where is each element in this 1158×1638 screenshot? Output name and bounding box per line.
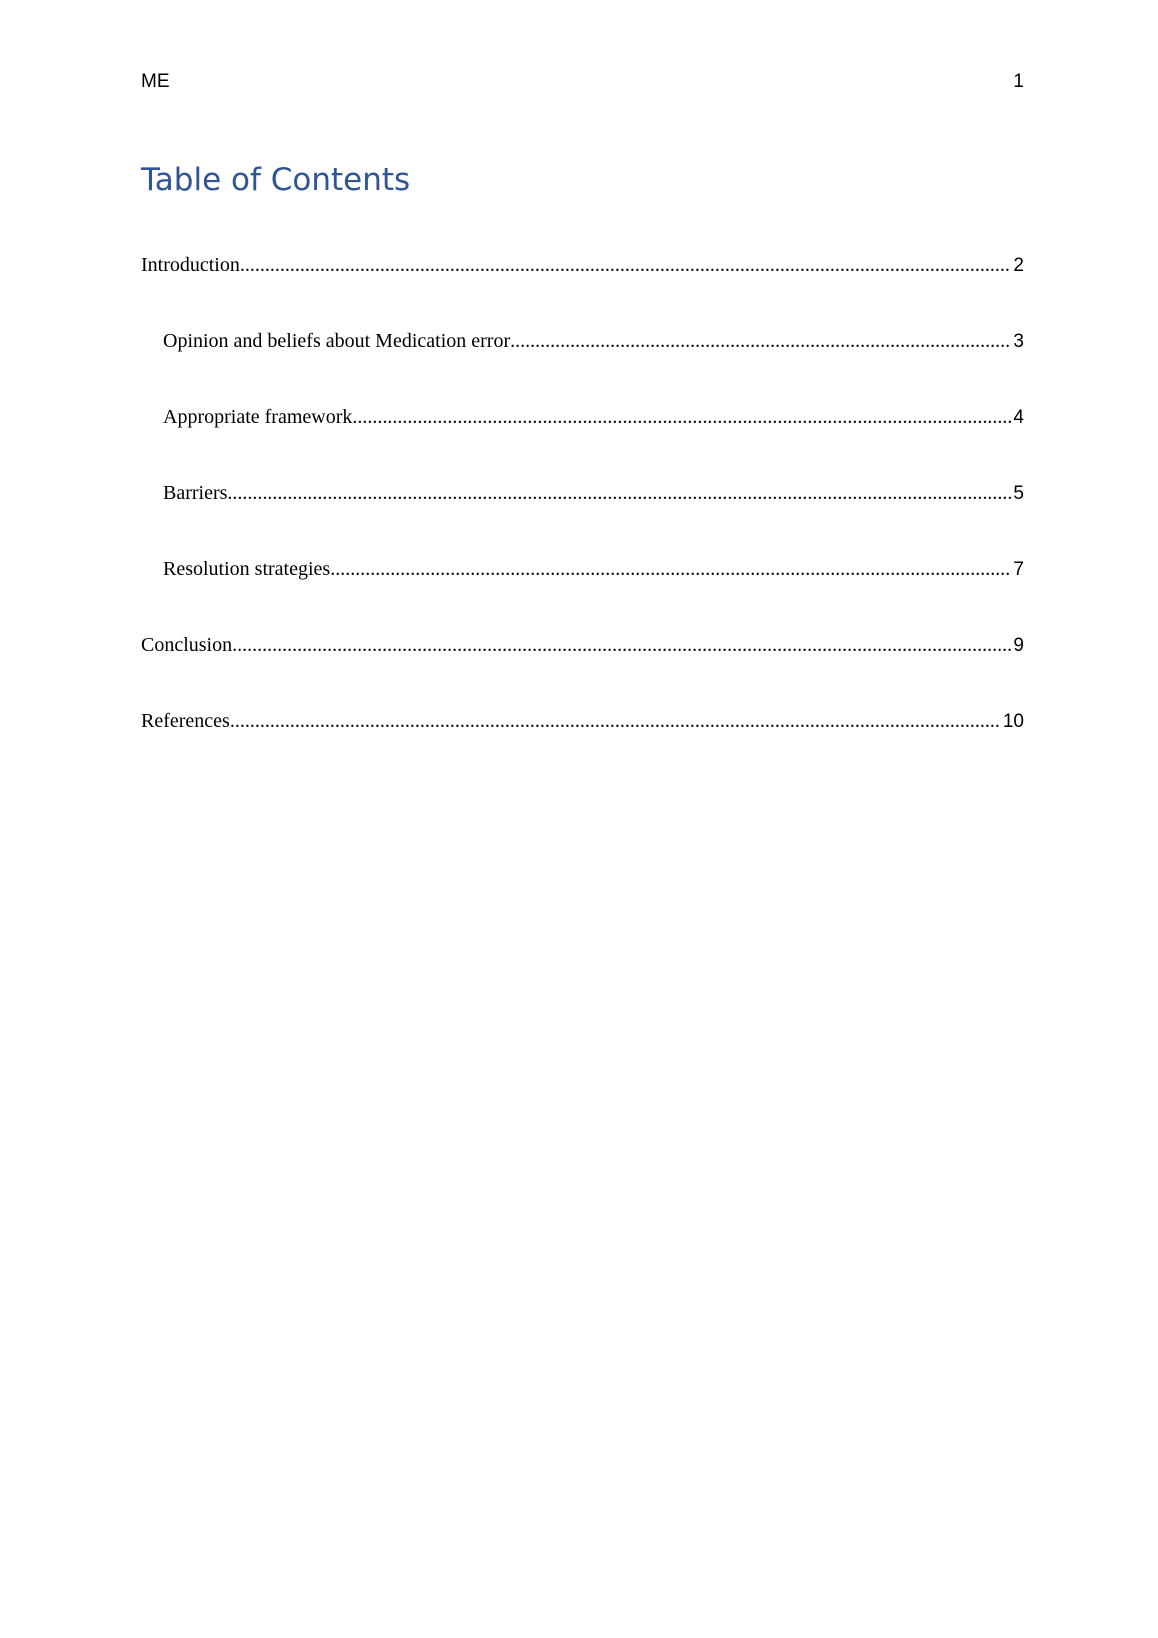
toc-entry-page: 7 [1013,559,1024,580]
toc-dot-leader [510,330,1011,353]
toc-dot-leader [230,710,1001,733]
toc-entry-label: References [141,710,230,732]
toc-dot-leader [232,634,1011,657]
toc-dot-leader [330,558,1011,581]
toc-entry-introduction[interactable] [141,254,1024,280]
toc-entry-references[interactable] [141,710,1024,736]
toc-entry-page: 10 [1002,711,1024,732]
toc-entry-label: Resolution strategies [163,558,331,580]
toc-entry-label: Opinion and beliefs about Medication error [163,330,511,352]
toc-entry-page: 3 [1013,331,1024,352]
toc-entry-label: Conclusion [141,634,233,656]
header-page-number: 1 [1013,71,1024,92]
toc-title: Table of Contents [141,162,411,198]
toc-entry-label: Barriers [163,482,228,504]
toc-entry-page: 5 [1013,483,1024,504]
toc-dot-leader [227,482,1011,505]
toc-entry-label: Introduction [141,254,240,276]
toc-dot-leader [352,406,1011,429]
toc-entry-label: Appropriate framework [163,406,353,428]
toc-entry-appropriate-framework[interactable] [141,406,1024,432]
toc-entry-resolution-strategies[interactable] [141,558,1024,584]
toc-entry-conclusion[interactable] [141,634,1024,660]
toc-list [141,254,1024,786]
toc-entry-barriers[interactable] [141,482,1024,508]
toc-entry-page: 4 [1013,407,1024,428]
toc-entry-page: 2 [1013,255,1024,276]
toc-dot-leader [240,254,1012,277]
running-header: ME [141,71,170,92]
toc-entry-page: 9 [1013,635,1024,656]
toc-entry-opinion-beliefs[interactable] [141,330,1024,356]
